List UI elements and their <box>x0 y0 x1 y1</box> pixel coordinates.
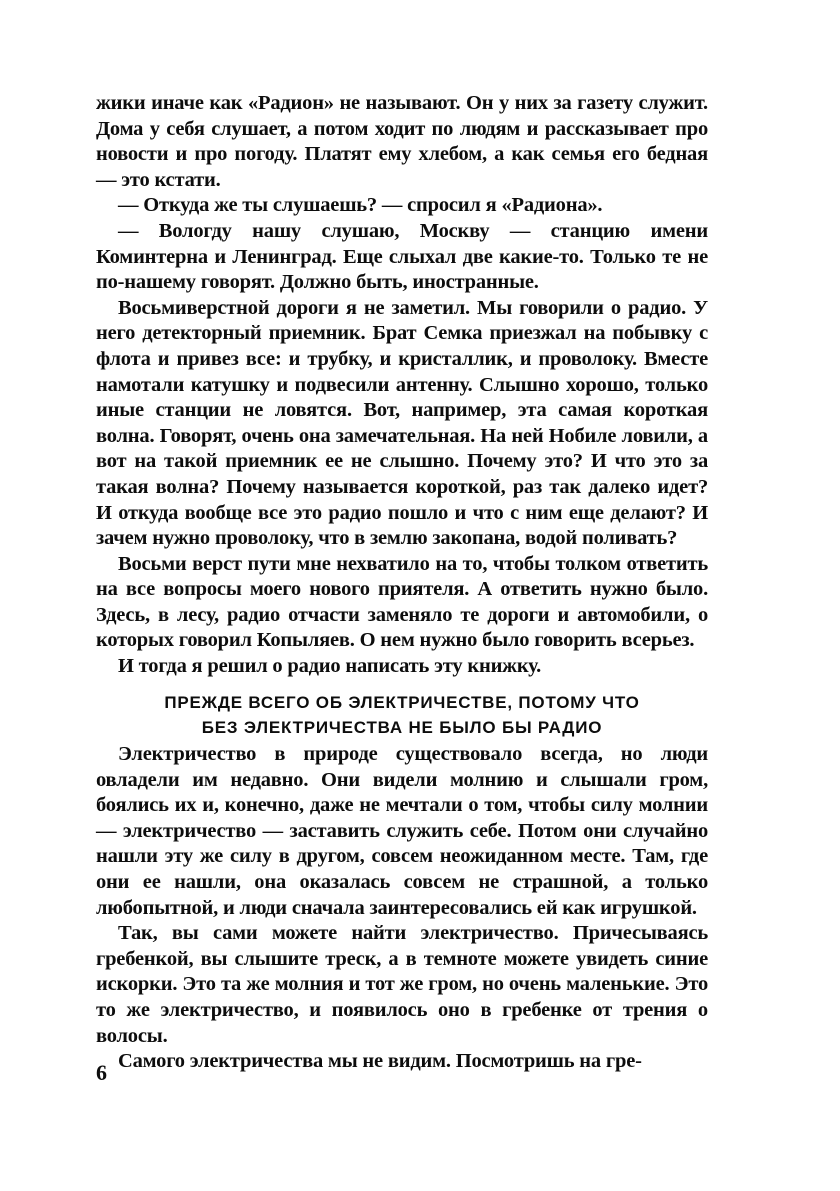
paragraph: И тогда я решил о радио написать эту книжку. <box>118 655 542 678</box>
section-heading-line-1: ПРЕЖДЕ ВСЕГО ОБ ЭЛЕКТРИЧЕСТВЕ, ПОТОМУ ЧТО <box>164 693 640 712</box>
section-heading <box>96 690 708 740</box>
paragraph: жики иначе как «Радион» не называют. Он у них за газету служит. Дома у себя слушает, а потом ходит по людям и рассказывает про новости и про погоду. Платят ему хлебом, а как семья его бедная — это кстати. <box>96 92 708 191</box>
paragraph: Электричество в природе существовало всегда, но люди овладели им недавно. Они видели молнию и слышали гром, боялись их и, конечно, даже не мечтали о том, чтобы силу молнии — электричество — заставить служить себе. Потом они случайно нашли эту же силу в другом, совсем неожиданном месте. Там, где они ее нашли, она оказалась совсем не страшной, а только любопытной, и люди сначала заинтересовались ей как игрушкой. <box>96 743 708 919</box>
section-heading-line-2: БЕЗ ЭЛЕКТРИЧЕСТВА НЕ БЫЛО БЫ РАДИО <box>201 718 603 737</box>
paragraph: Восьмиверстной дороги я не заметил. Мы говорили о радио. У него детекторный приемник. Брат Семка приезжал на побывку с флота и привез все: и трубку, и кристаллик, и проволоку. Вместе намотали катушку и подвесили антенну. Слышно хорошо, только иные станции не ловятся. Вот, например, эта самая короткая волна. Говорят, очень она замечательная. На ней Нобиле ловили, а вот на такой приемник ее не слышно. Почему это? И что это за такая волна? Почему называется короткой, раз так далеко идет? И откуда вообще все это радио пошло и что с ним еще делают? И зачем нужно проволоку, что в землю закопана, водой поливать? <box>96 296 708 550</box>
paragraph: Так, вы сами можете найти электричество. Причесываясь гребенкой, вы слышите треск, а в темноте можете увидеть синие искорки. Это та же молния и тот же гром, но очень маленькие. Это то же электричество, и появилось оно в гребенке от трения о волосы. <box>96 922 708 1047</box>
text-column-top <box>96 91 708 680</box>
paragraph: Самого электричества мы не видим. Посмотришь на гре- <box>118 1050 642 1073</box>
paragraph: Восьми верст пути мне нехватило на то, чтобы толком ответить на все вопросы моего нового приятеля. А ответить нужно было. Здесь, в лесу, радио отчасти заменяло те дороги и автомобили, о которых говорил Копыляев. О нем нужно было говорить всерьез. <box>96 552 708 652</box>
paragraph: — Вологду нашу слушаю, Москву — станцию имени Коминтерна и Ленинград. Еще слыхал две какие-то. Только те не по-нашему говорят. Должно быть, иностранные. <box>96 219 708 294</box>
text-column-bottom <box>96 742 708 1075</box>
paragraph: — Откуда же ты слушаешь? — спросил я «Радиона». <box>118 194 603 217</box>
page-number: 6 <box>96 1060 107 1085</box>
